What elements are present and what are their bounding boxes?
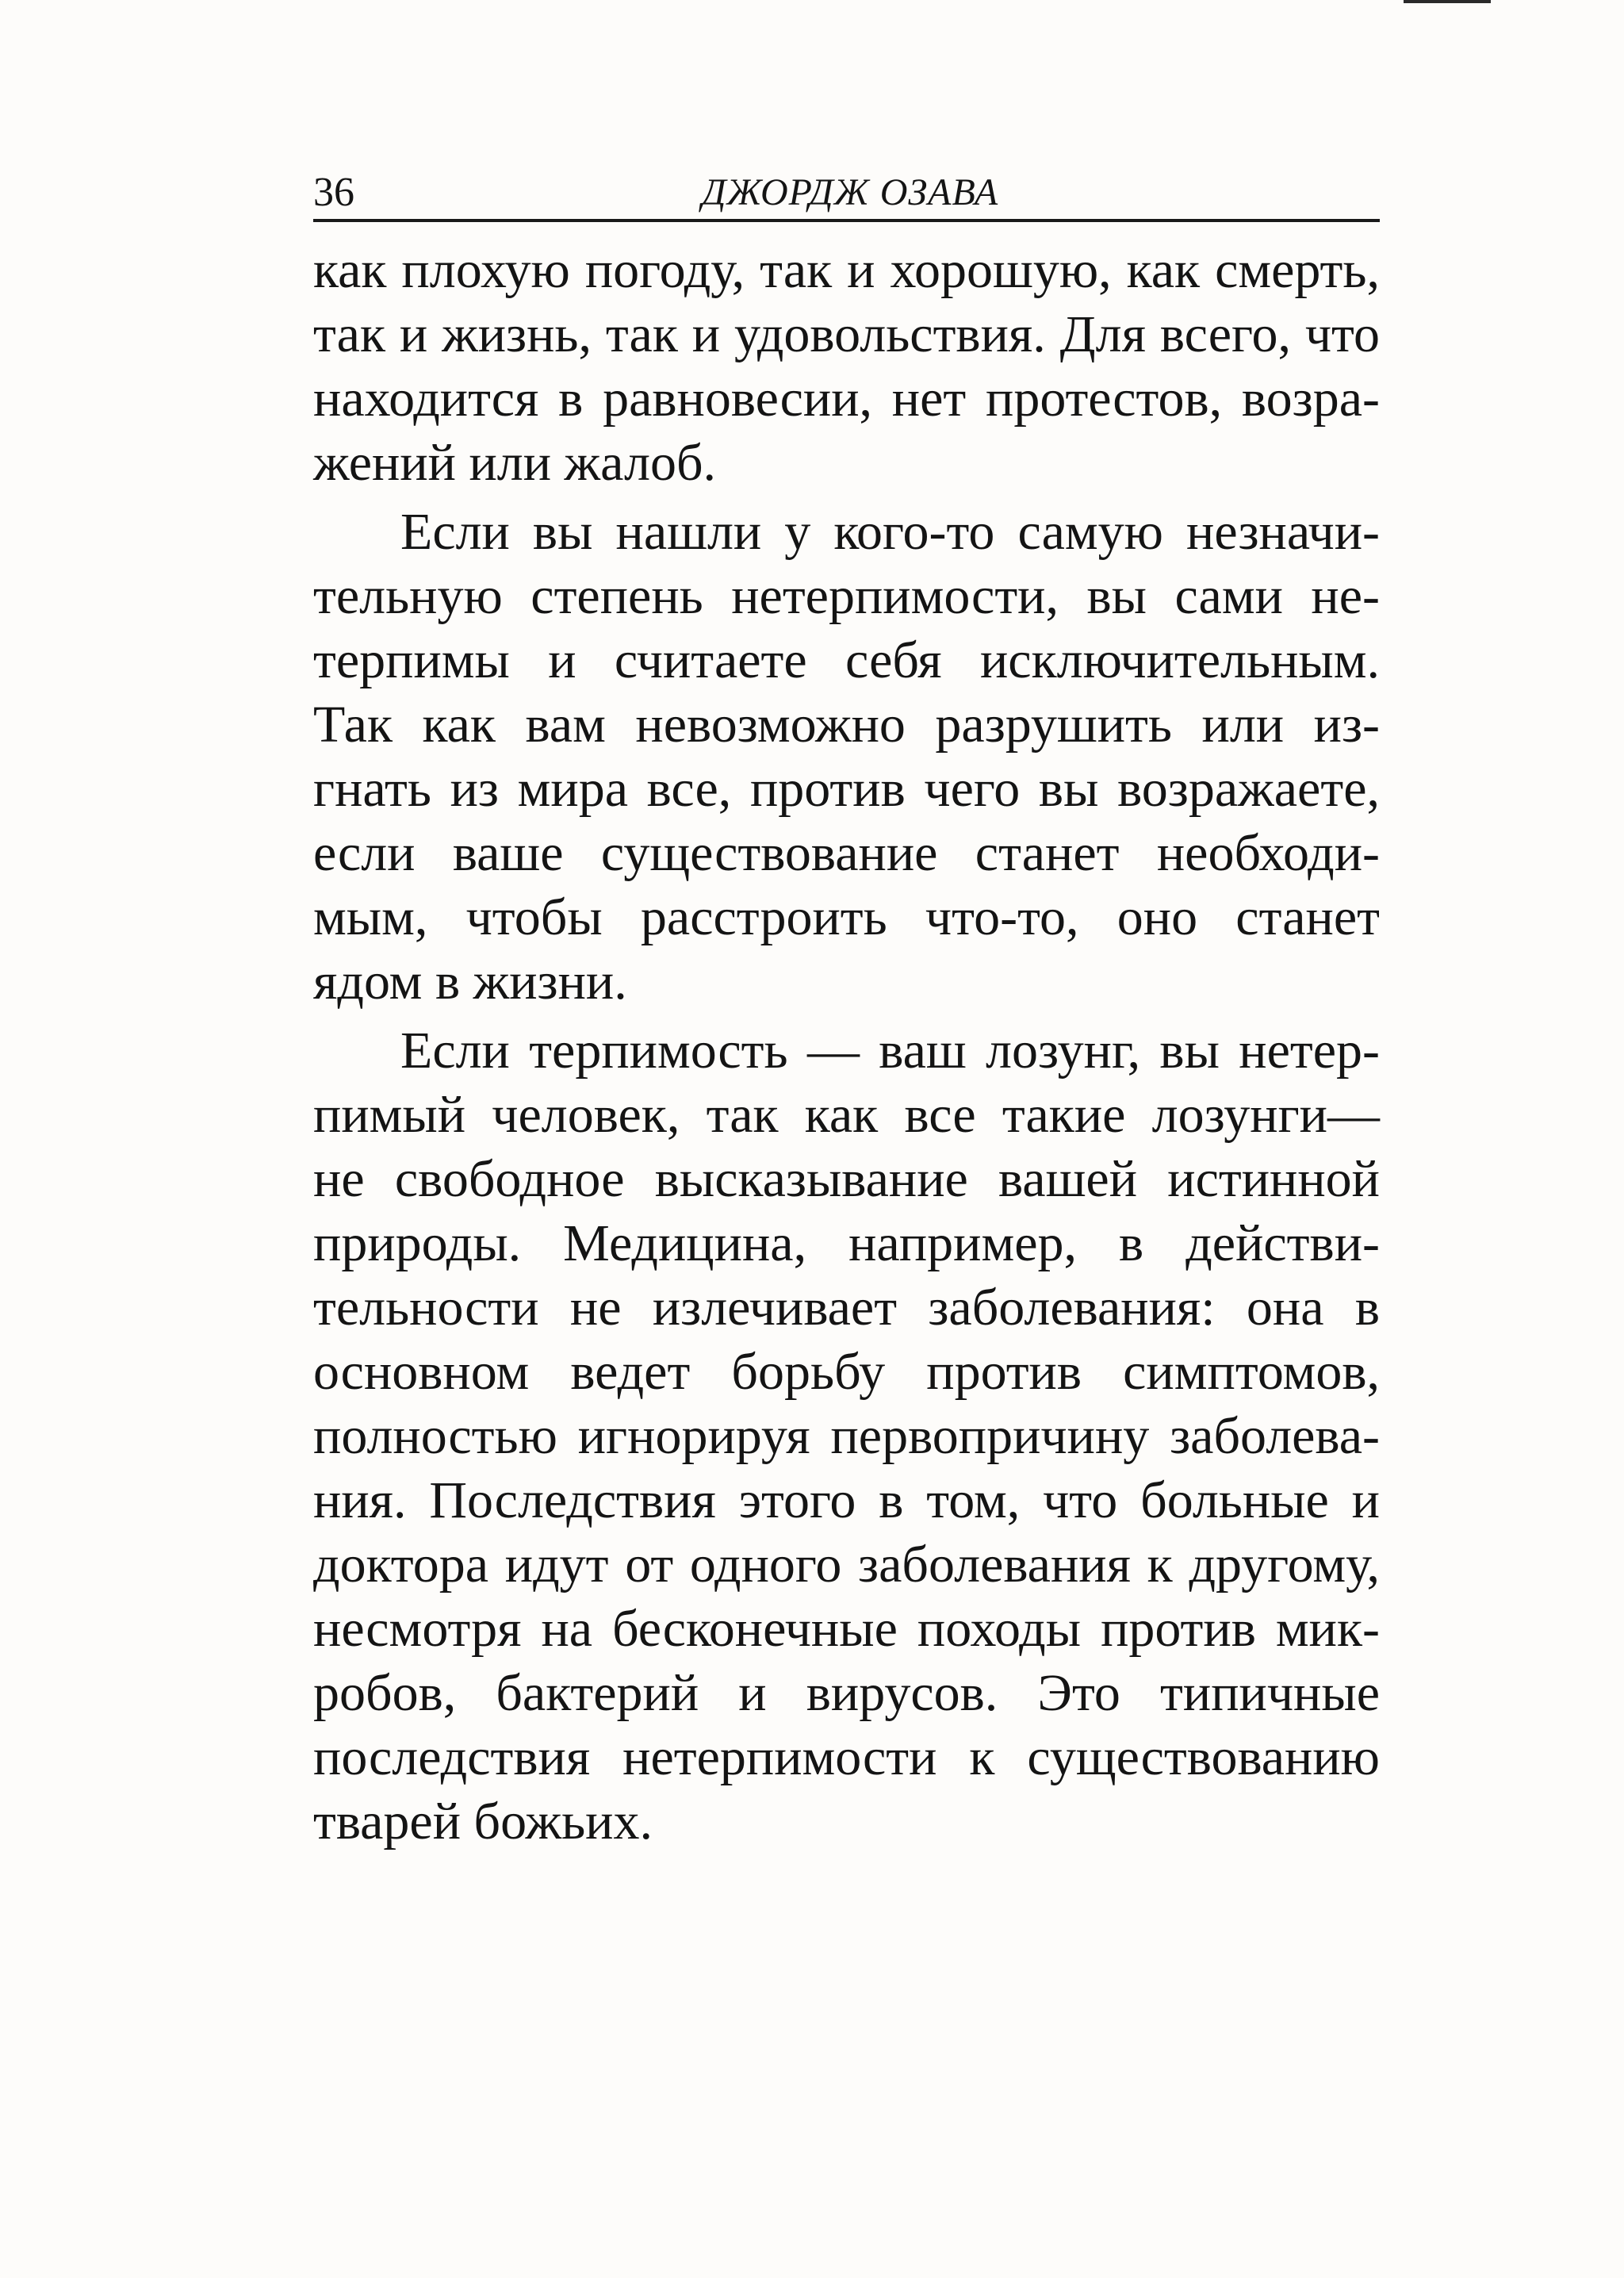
page-header [313, 165, 1380, 221]
text-line: несмотря на бесконечные походы против мик- [313, 1600, 1380, 1658]
paragraph-1 [313, 238, 1380, 495]
text-line: ядом в жизни. [313, 953, 627, 1011]
text-line: Если терпимость — ваш лозунг, вы нетер- [400, 1022, 1380, 1080]
text-line: робов, бактерий и вирусов. Это типичные [313, 1664, 1380, 1722]
running-title: ДЖОРДЖ ОЗАВА [702, 171, 999, 213]
text-line: терпимы и считаете себя исключительным. [313, 631, 1380, 689]
text-line: если ваше существование станет необходи- [313, 824, 1380, 882]
header-rule [313, 219, 1380, 222]
text-line: ния. Последствия этого в том, что больные и [313, 1471, 1380, 1529]
paragraph-2 [313, 500, 1380, 1014]
text-line: полностью игнорируя первопричину заболева- [313, 1407, 1380, 1465]
text-line: основном ведет борьбу против симптомов, [313, 1343, 1380, 1401]
text-line: тельную степень нетерпимости, вы сами не- [313, 567, 1380, 625]
text-line: Так как вам невозможно разрушить или из- [313, 696, 1380, 754]
text-line: Если вы нашли у кого-то самую незначи- [400, 503, 1380, 561]
text-line: так и жизнь, так и удовольствия. Для всего, что [313, 305, 1380, 363]
text-line: как плохую погоду, так и хорошую, как смерть, [313, 241, 1380, 299]
text-line: тварей божьих. [313, 1793, 653, 1850]
text-line: последствия нетерпимости к существованию [313, 1728, 1380, 1786]
text-line: гнать из мира все, против чего вы возражаете, [313, 760, 1380, 818]
body-text [313, 238, 1380, 1854]
text-line: доктора идут от одного заболевания к другому, [313, 1536, 1380, 1593]
paragraph-3 [313, 1018, 1380, 1854]
text-line: природы. Медицина, например, в действи- [313, 1214, 1380, 1272]
text-line: жений или жалоб. [313, 434, 717, 492]
text-line: мым, чтобы расстроить что-то, оно станет [313, 888, 1380, 946]
text-line: пимый человек, так как все такие лозунги— [313, 1086, 1380, 1144]
text-line: находится в равновесии, нет протестов, возра- [313, 370, 1380, 428]
page-edge-mark [1404, 0, 1491, 3]
page-number: 36 [313, 170, 354, 215]
text-line: тельности не излечивает заболевания: она в [313, 1279, 1380, 1337]
text-line: не свободное высказывание вашей истинной [313, 1150, 1380, 1208]
